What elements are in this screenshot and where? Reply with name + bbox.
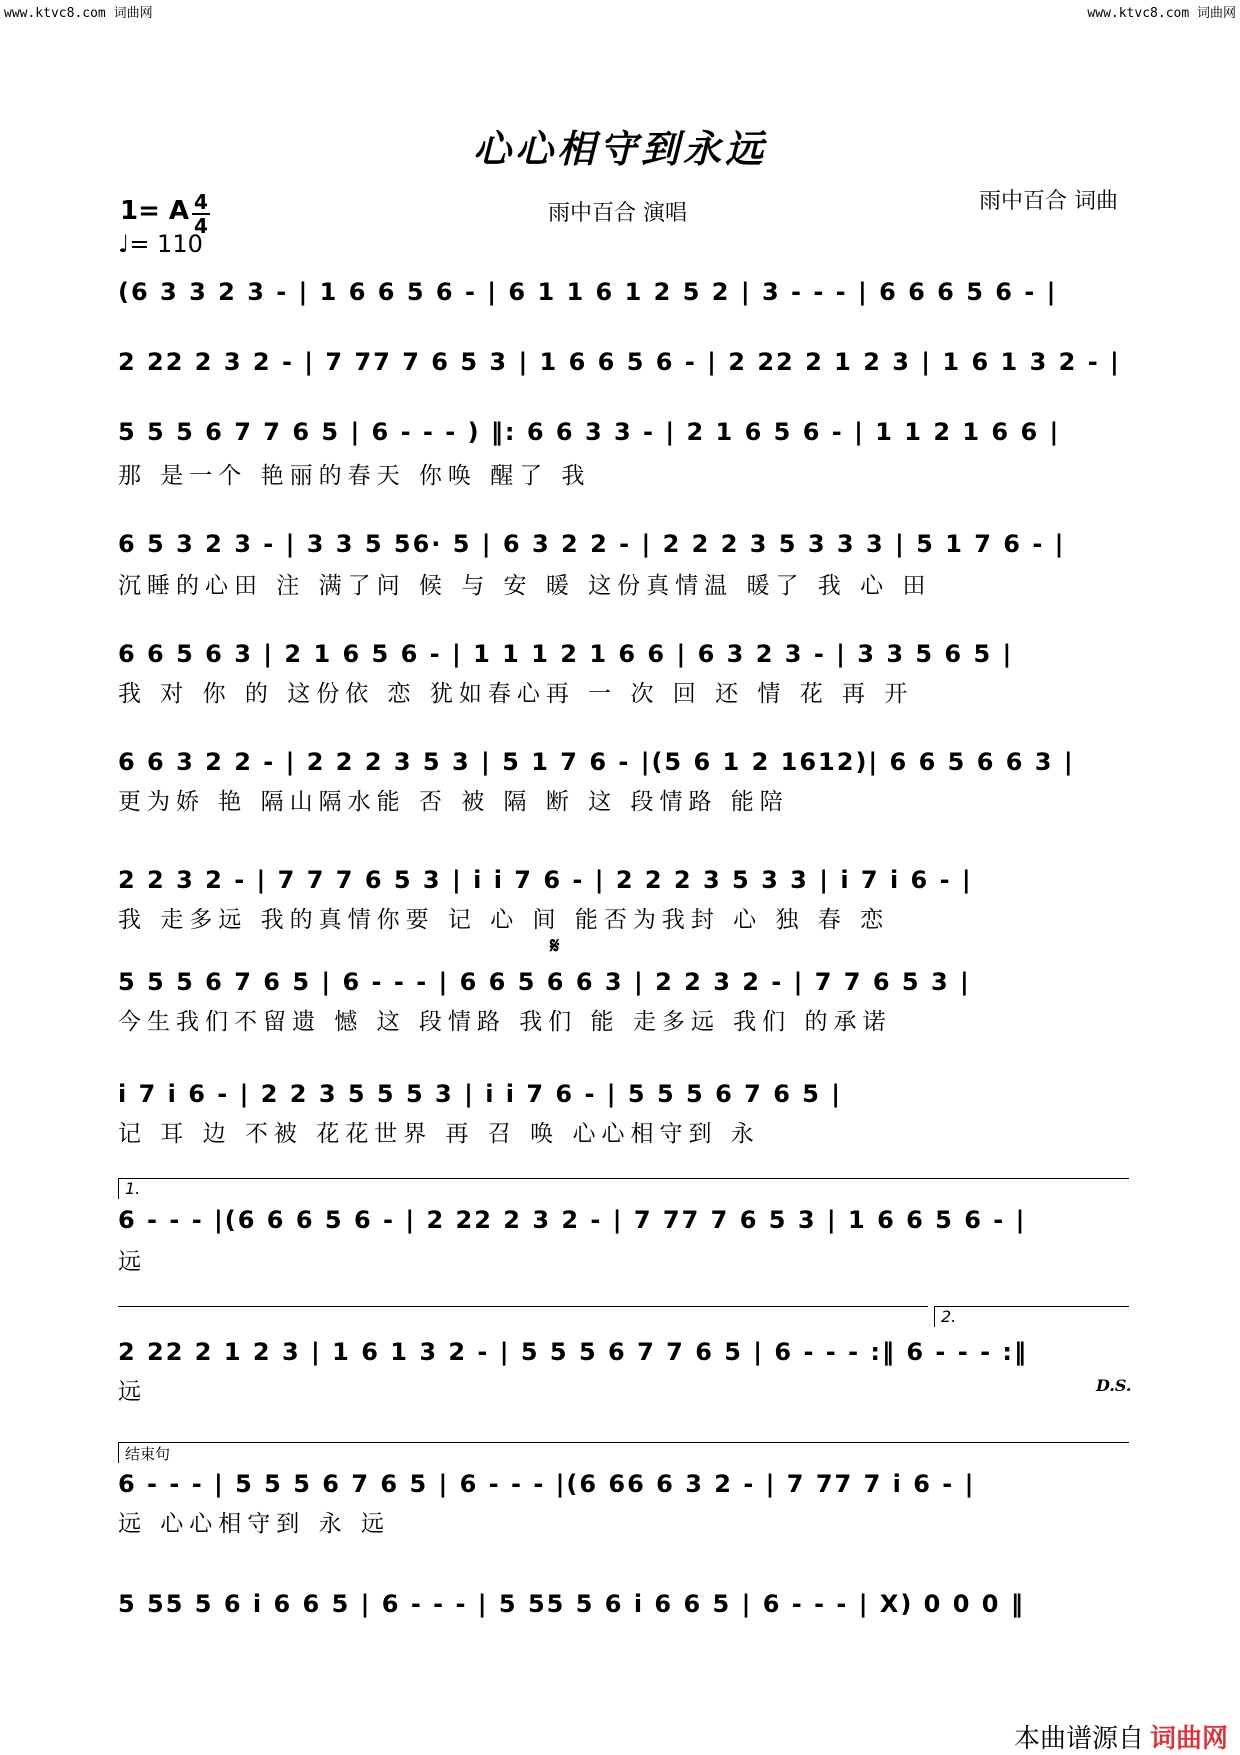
notes: 6 5 3 2 3 - | 3 3 5 56· 5 | 6 3 2 2 - | 2 2 2 3 5 3 3 3 | 5 1 7 6 - | [118, 530, 1066, 558]
lyrics: 沉睡的心田 注 满了问 候 与 安 暖 这份真情温 暖了 我 心 田 [118, 573, 932, 599]
notes: 2 2 3 2 - | 7 7 7 6 5 3 | i i 7 6 - | 2 2 2 3 5 3 3 | i 7 i 6 - | [118, 866, 973, 894]
notes: 6 6 5 6 3 | 2 1 6 5 6 - | 1 1 1 2 1 6 6 | 6 3 2 3 - | 3 3 5 6 5 | [118, 640, 1014, 668]
tempo-marking: ♩= 110 [118, 230, 203, 258]
singer-credit: 雨中百合 演唱 [548, 201, 687, 226]
notes: 6 - - - | 5 5 5 6 7 6 5 | 6 - - - |(6 66 6 3 2 - | 7 77 7 i 6 - | [118, 1470, 976, 1498]
composer-credit: 雨中百合 词曲 [979, 189, 1118, 214]
footer-brand[interactable]: 词曲网 [1149, 1724, 1228, 1754]
notes: 2 22 2 1 2 3 | 1 6 1 3 2 - | 5 5 5 6 7 7 6 5 | 6 - - - :‖ 6 - - - :‖ [118, 1338, 1028, 1366]
footer-credit [1014, 1718, 1228, 1755]
segno-sign: 𝄋 [550, 934, 560, 959]
volta-1-line [118, 1306, 928, 1307]
notes: 2 22 2 3 2 - | 7 77 7 6 5 3 | 1 6 6 5 6 - | 2 22 2 1 2 3 | 1 6 1 3 2 - | [118, 348, 1121, 376]
volta-1: 1. [118, 1178, 1129, 1199]
coda-bracket: 结束句 [118, 1442, 1129, 1463]
notes: 5 5 5 6 7 6 5 | 6 - - - | 6 6 5 6 6 3 | 2 2 3 2 - | 7 7 6 5 3 | [118, 968, 971, 996]
notes: 5 55 5 6 i 6 6 5 | 6 - - - | 5 55 5 6 i 6 6 5 | 6 - - - | X) 0 0 0 ‖ [118, 1590, 1025, 1618]
lyrics: 远 心心相守到 永 远 [118, 1511, 390, 1537]
notes: (6 3 3 2 3 - | 1 6 6 5 6 - | 6 1 1 6 1 2 5 2 | 3 - - - | 6 6 6 5 6 - | [118, 278, 1058, 306]
lyrics: 远 [118, 1249, 147, 1275]
key-signature: 1= A [120, 196, 190, 226]
footer-source: 本曲谱源自 [1013, 1724, 1144, 1754]
notes: 5 5 5 6 7 7 6 5 | 6 - - - ) ‖: 6 6 3 3 - | 2 1 6 5 6 - | 1 1 2 1 6 6 | [118, 418, 1061, 446]
notes: 6 6 3 2 2 - | 2 2 2 3 5 3 | 5 1 7 6 - |(5 6 1 2 1612)| 6 6 5 6 6 3 | [118, 748, 1075, 776]
notes: 6 - - - |(6 6 6 5 6 - | 2 22 2 3 2 - | 7 77 7 6 5 3 | 1 6 6 5 6 - | [118, 1206, 1027, 1234]
watermark-right: www.ktvc8.com 词曲网 [1087, 6, 1236, 21]
watermark-left: www.ktvc8.com 词曲网 [4, 6, 153, 21]
lyrics: 我 走多远 我的真情你要 记 心 间 能否为我封 心 独 春 恋 [118, 907, 890, 933]
song-title: 心心相守到永远 [472, 126, 767, 171]
lyrics: 那 是一个 艳丽的春天 你唤 醒了 我 [118, 463, 591, 489]
notes: i 7 i 6 - | 2 2 3 5 5 5 3 | i i 7 6 - | 5 5 5 6 7 6 5 | [118, 1080, 843, 1108]
volta-2: 2. [934, 1306, 1129, 1327]
time-bottom: 4 [194, 214, 208, 238]
lyrics: 记 耳 边 不被 花花世界 再 召 唤 心心相守到 永 [118, 1121, 760, 1147]
lyrics: 我 对 你 的 这份依 恋 犹如春心再 一 次 回 还 情 花 再 开 [118, 681, 914, 707]
ds-marking: D.S. [1096, 1376, 1132, 1395]
time-top: 4 [194, 190, 208, 214]
lyrics: 更为娇 艳 隔山隔水能 否 被 隔 断 这 段情路 能陪 [118, 789, 789, 815]
lyrics: 远 [118, 1379, 147, 1405]
lyrics: 今生我们不留遗 憾 这 段情路 我们 能 走多远 我们 的承诺 [118, 1009, 892, 1035]
